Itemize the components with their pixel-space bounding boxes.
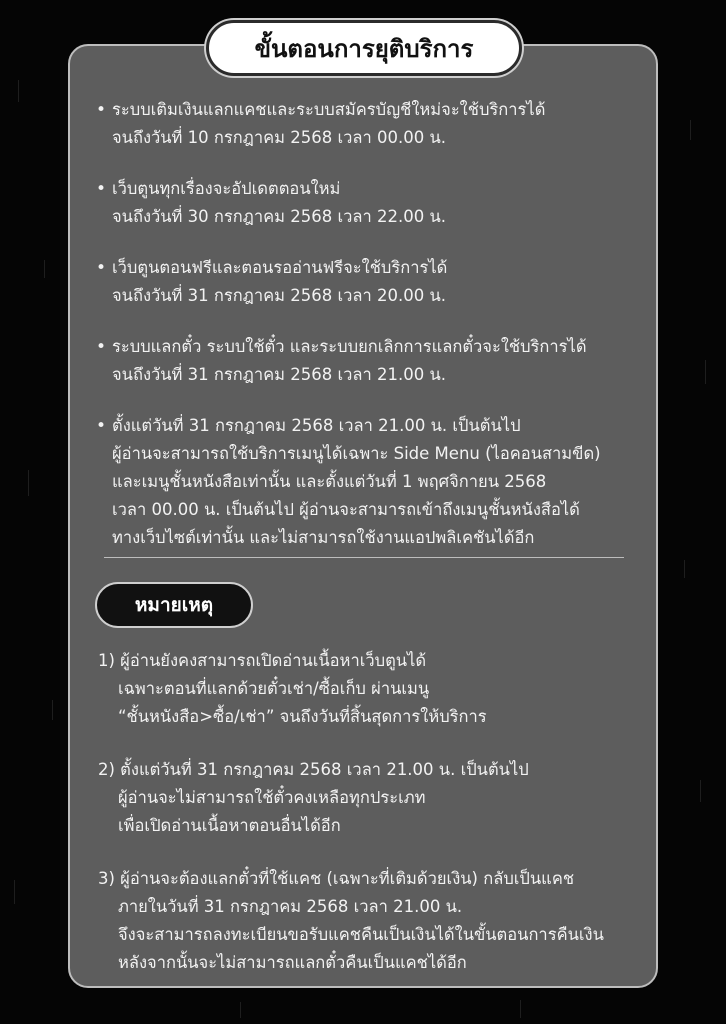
rain-streak — [14, 880, 15, 904]
note-item — [98, 756, 638, 840]
list-item-line: จนถึงวันที่ 31 กรกฎาคม 2568 เวลา 21.00 น. — [112, 365, 447, 384]
list-item — [96, 333, 636, 389]
section-divider — [104, 557, 624, 558]
list-item-line: เว็บตูนทุกเรื่องจะอัปเดตตอนใหม่ — [112, 179, 341, 198]
termination-steps-list — [96, 96, 636, 575]
note-line: จึงจะสามารถลงทะเบียนขอรับแคชคืนเป็นเงินได้ในขั้นตอนการคืนเงิน — [118, 925, 604, 944]
note-line: 2) ตั้งแต่วันที่ 31 กรกฎาคม 2568 เวลา 21.00 น. เป็นต้นไป — [98, 760, 529, 779]
rain-streak — [700, 780, 701, 802]
list-item-line: จนถึงวันที่ 31 กรกฎาคม 2568 เวลา 20.00 น. — [112, 286, 447, 305]
note-line: ภายในวันที่ 31 กรกฎาคม 2568 เวลา 21.00 น. — [118, 897, 463, 916]
list-item-line: จนถึงวันที่ 30 กรกฎาคม 2568 เวลา 22.00 น. — [112, 207, 447, 226]
rain-streak — [18, 80, 19, 102]
page-title: ขั้นตอนการยุติบริการ — [206, 20, 522, 76]
list-item-line: ระบบแลกตั๋ว ระบบใช้ตั๋ว และระบบยกเลิกการแลกตั๋วจะใช้บริการได้ — [112, 337, 587, 356]
list-item-line: และเมนูชั้นหนังสือเท่านั้น และตั้งแต่วันที่ 1 พฤศจิกายน 2568 — [112, 472, 547, 491]
list-item-line: ระบบเติมเงินแลกแคชและระบบสมัครบัญชีใหม่จะใช้บริการได้ — [112, 100, 546, 119]
rain-streak — [705, 360, 706, 384]
list-item-line: ผู้อ่านจะสามารถใช้บริการเมนูได้เฉพาะ Side Menu (ไอคอนสามขีด) — [112, 444, 601, 463]
list-item-line: ทางเว็บไซต์เท่านั้น และไม่สามารถใช้งานแอปพลิเคชันได้อีก — [112, 528, 535, 547]
note-line: “ชั้นหนังสือ>ซื้อ/เช่า” จนถึงวันที่สิ้นสุดการให้บริการ — [118, 707, 487, 726]
list-item-line: เวลา 00.00 น. เป็นต้นไป ผู้อ่านจะสามารถเข้าถึงเมนูชั้นหนังสือได้ — [112, 500, 580, 519]
list-item — [96, 254, 636, 310]
list-item-line: ตั้งแต่วันที่ 31 กรกฎาคม 2568 เวลา 21.00 น. เป็นต้นไป — [112, 416, 521, 435]
note-line: เฉพาะตอนที่แลกด้วยตั๋วเช่า/ซื้อเก็บ ผ่านเมนู — [118, 679, 430, 698]
list-item-line: จนถึงวันที่ 10 กรกฎาคม 2568 เวลา 00.00 น. — [112, 128, 447, 147]
note-line: เพื่อเปิดอ่านเนื้อหาตอนอื่นได้อีก — [118, 816, 341, 835]
note-line: 1) ผู้อ่านยังคงสามารถเปิดอ่านเนื้อหาเว็บตูนได้ — [98, 651, 427, 670]
notes-heading: หมายเหตุ — [95, 582, 253, 628]
bullet-icon: • — [96, 416, 107, 436]
bullet-icon: • — [96, 179, 107, 199]
note-item — [98, 865, 638, 977]
note-line: หลังจากนั้นจะไม่สามารถแลกตั๋วคืนเป็นแคชได้อีก — [118, 953, 467, 972]
note-line: ผู้อ่านจะไม่สามารถใช้ตั๋วคงเหลือทุกประเภท — [118, 788, 426, 807]
list-item — [96, 412, 636, 552]
rain-streak — [520, 1000, 521, 1018]
note-item — [98, 647, 638, 731]
rain-streak — [44, 260, 45, 278]
rain-streak — [240, 1002, 241, 1018]
bullet-icon: • — [96, 100, 107, 120]
bullet-icon: • — [96, 337, 107, 357]
note-line: 3) ผู้อ่านจะต้องแลกตั๋วที่ใช้แคช (เฉพาะที่เติมด้วยเงิน) กลับเป็นแคช — [98, 869, 575, 888]
rain-streak — [684, 560, 685, 578]
list-item — [96, 96, 636, 152]
list-item — [96, 175, 636, 231]
rain-streak — [28, 470, 29, 496]
list-item-line: เว็บตูนตอนฟรีและตอนรออ่านฟรีจะใช้บริการได้ — [112, 258, 448, 277]
rain-streak — [52, 700, 53, 720]
notes-list — [98, 647, 638, 1002]
bullet-icon: • — [96, 258, 107, 278]
rain-streak — [690, 120, 691, 140]
